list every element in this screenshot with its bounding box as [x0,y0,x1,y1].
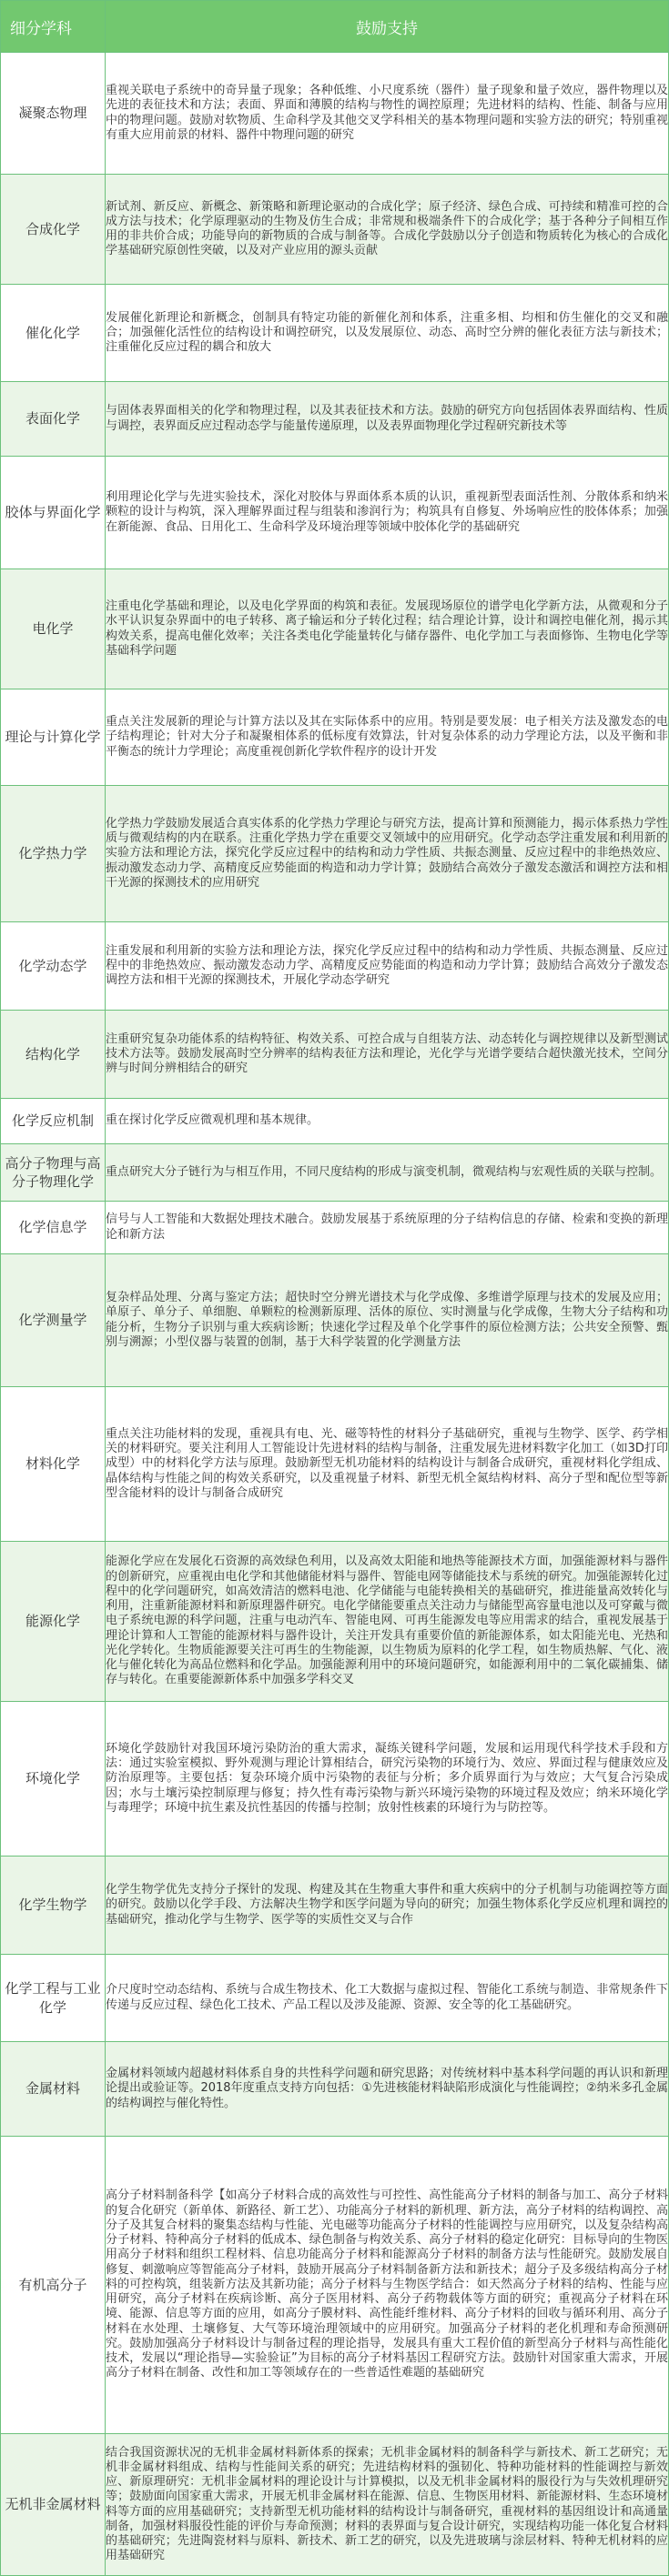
support-cell: 结合我国资源状况的无机非金属材料新体系的探索；无机非金属材料的制备科学与新技术、新工艺研究；无机非金属材料组成、结构与性能间关系的研究；先进结构材料的强韧化、特种功能材料的性能调控与新效应、新原理研究：无机非金属材料的理论设计与计算模拟，以及无机非金属材料的服役行为与失效机理研究等；鼓励面向国家重大需求，开展无机非金属材料在能源、信息、生物医用材料、新能源材料、生态环境材料等方面的应用基础研究；支持新型无机功能材料的结构设计与制备研究，重视材料的基因组设计和高通量制备，加强材料服役性能的评价与寿命预测；材料的表界面与复合设计研究，实现结构功能一体化复合材料的基础研究；先进陶瓷材料与原料、新技术、新工艺的研究，以及先进玻璃与涂层材料、特种无机材料的应用基础研究 [106,2434,669,2576]
table-row [1,457,669,569]
table-row [1,53,669,175]
subject-cell: 化学热力学 [1,786,106,922]
table-row [1,1955,669,2042]
table-row [1,1387,669,1542]
table-row [1,1202,669,1254]
support-cell: 信号与人工智能和大数据处理技术融合。鼓励发展基于系统原理的分子结构信息的存储、检索和变换的新理论和新方法 [106,1202,669,1254]
subject-cell: 合成化学 [1,175,106,285]
table-row [1,2137,669,2434]
subject-cell: 化学动态学 [1,922,106,1011]
header-support: 鼓励支持 [106,1,669,53]
subject-cell: 能源化学 [1,1542,106,1702]
table-row [1,1542,669,1702]
support-cell: 重点关注发展新的理论与计算方法以及其在实际体系中的应用。特别是要发展：电子相关方法及激发态的电子结构理论；针对大分子和凝聚相体系的低标度有效算法，针对复杂体系的动力学理论方法，以及平衡和非平衡态的统计力学理论；高度重视创新化学软件程序的设计开发 [106,689,669,786]
table-row [1,2042,669,2137]
support-cell: 化学生物学优先支持分子探针的发现、构建及其在生物重大事件和重大疾病中的分子机制与功能调控等方面的研究。鼓励以化学手段、方法解决生物学和医学问题为导向的研究；加强生物体系化学反应机理和调控的基础研究，推动化学与生物学、医学等的实质性交叉与合作 [106,1857,669,1955]
subject-cell: 有机高分子 [1,2137,106,2434]
support-cell: 重在探讨化学反应微观机理和基本规律。 [106,1099,669,1144]
table-row [1,1011,669,1099]
table-row [1,1702,669,1857]
header-subject: 细分学科 [1,1,106,53]
table-row [1,569,669,689]
support-cell: 重视关联电子系统中的奇异量子现象；各种低维、小尺度系统（器件）量子现象和量子效应，器件物理以及先进的表征技术和方法；表面、界面和薄膜的结构与物性的调控原理；先进材料的结构、性能、制备与应用中的物理问题。鼓励对软物质、生命科学及其他交叉学科相关的基本物理问题和实验方法的研究；特别重视有重大应用前景的材料、器件中物理问题的研究 [106,53,669,175]
table-header-row [1,1,669,53]
support-cell: 与固体表界面相关的化学和物理过程，以及其表征技术和方法。鼓励的研究方向包括固体表界面结构、性质与调控，表界面反应过程动态学与能量传递原理，以及表界面物理化学过程研究新技术等 [106,382,669,457]
subject-cell: 凝聚态物理 [1,53,106,175]
table-row [1,922,669,1011]
table-row [1,689,669,786]
subject-cell: 催化化学 [1,285,106,382]
support-cell: 新试剂、新反应、新概念、新策略和新理论驱动的合成化学；原子经济、绿色合成、可持续和精准可控的合成方法与技术；化学原理驱动的生物及仿生合成；非常规和极端条件下的合成化学；基于各种分子间相互作用的非共价合成；功能导向的新物质的合成与制备等。合成化学鼓励以分子创造和物质转化为核心的合成化学基础研究原创性突破，以及对产业应用的源头贡献 [106,175,669,285]
subject-cell: 材料化学 [1,1387,106,1542]
table-row [1,2434,669,2576]
table-row [1,175,669,285]
support-cell: 重点研究大分子链行为与相互作用，不同尺度结构的形成与演变机制，微观结构与宏观性质的关联与控制。 [106,1144,669,1202]
table-row [1,382,669,457]
table-row [1,285,669,382]
support-cell: 注重发展和利用新的实验方法和理论方法，探究化学反应过程中的结构和动力学性质、共振态测量、反应过程中的非绝热效应、振动激发态动力学、高精度反应势能面的构造和动力学计算；鼓励结合高效分子激发态调控方法和相干光源的探测技术，开展化学动态学研究 [106,922,669,1011]
support-cell: 注重电化学基础和理论，以及电化学界面的构筑和表征。发展现场原位的谱学电化学新方法，从微观和分子水平认识复杂界面中的电子转移、离子输运和分子转化过程；结合理论计算，设计和调控电催化剂，揭示其构效关系，提高电催化效率；关注各类电化学能量转化与储存器件、电化学加工与表面修饰、生物电化学等基础科学问题 [106,569,669,689]
support-cell: 能源化学应在发展化石资源的高效绿色利用，以及高效太阳能和地热等能源技术方面，加强能源材料与器件的创新研究，应重视由电化学和其他储能材料与器件、智能电网等储能技术与系统的研究。加强能源转化过程中的化学问题研究，如高效清洁的燃料电池、化学储能与电能转换相关的基础研究，推进能量高效转化与利用，注重新能源材料和新原理器件研究。电化学储能要重点关注动力与储能型高容量电池以及可穿戴与微电子系统电源的科学问题，注重与电动汽车、智能电网、可再生能源发电等应用需求的结合，重视发展基于理论计算和人工智能的能源材料与器件设计，关注开发具有重要价值的新能源体系，如太阳能光电、光热和光化学转化。生物质能源要关注可再生的生物能源，以生物质为原料的化学工程，如生物质热解、气化、液化与催化转化为高品位燃料和化学品。加强能源利用中的环境问题研究，如能源利用中的二氧化碳捕集、储存与转化。在重要能源新体系中加强多学科交叉 [106,1542,669,1702]
support-cell: 发展催化新理论和新概念，创制具有特定功能的新催化剂和体系，注重多相、均相和仿生催化的交叉和融合；加强催化活性位的结构设计和调控研究，以及发展原位、动态、高时空分辨的催化表征方法与新技术；注重催化反应过程的耦合和放大 [106,285,669,382]
support-cell: 介尺度时空动态结构、系统与合成生物技术、化工大数据与虚拟过程、智能化工系统与制造、非常规条件下传递与反应过程、绿色化工技术、产品工程以及涉及能源、资源、安全等的化工基础研究。 [106,1955,669,2042]
support-cell: 化学热力学鼓励发展适合真实体系的化学热力学理论与研究方法，提高计算和预测能力，揭示体系热力学性质与微观结构的内在联系。注重化学热力学在重要交叉领域中的应用研究。化学动态学注重发展和利用新的实验方法和理论方法，探究化学反应过程中的结构和动力学性质、共振态测量、反应过程中的非绝热效应、振动激发态动力学、高精度反应势能面的构造和动力学计算；鼓励结合高效分子激发态激活和调控方法和相干光源的探测技术的应用研究 [106,786,669,922]
subject-cell: 化学反应机制 [1,1099,106,1144]
support-cell: 环境化学鼓励针对我国环境污染防治的重大需求，凝练关键科学问题，发展和运用现代科学技术手段和方法：通过实验室模拟、野外观测与理论计算相结合，研究污染物的环境行为、效应、界面过程与健康效应及防治原理等。主要包括：复杂环境介质中污染物的表征与分析；多介质界面行为与效应；大气复合污染成因；水与土壤污染控制原理与修复；持久性有毒污染物与新兴环境污染物的环境过程及效应；纳米环境化学与毒理学；环境中抗生素及抗性基因的传播与控制；放射性核素的环境行为与防控等。 [106,1702,669,1857]
table-row [1,1099,669,1144]
subject-cell: 无机非金属材料 [1,2434,106,2576]
support-cell: 高分子材料制备科学【如高分子材料合成的高效性与可控性、高性能高分子材料的制备与加工、高分子材料的复合化研究（新单体、新路径、新工艺）、功能高分子材料的新机理、新方法，高分子材料的结构调控、高分子及其复合材料的聚集态结构与性能、光电磁等功能高分子材料的性能调控与应用研究，以及复杂结构高分子材料、特种高分子材料的低成本、绿色制备与构效关系、高分子材料的稳定化研究：目标导向的生物医用高分子材料和组织工程材料、信息功能高分子材料和能源高分子材料的制备方法与性能研究。鼓励发展自修复、刺激响应等智能高分子材料，鼓励开展高分子材料制备新方法和新技术；超分子及多级结构高分子材料的可控构筑，组装新方法及其新功能；高分子材料与生物医学结合：如天然高分子材料的结构、性能与应用研究，高分子材料在疾病诊断、高分子医用材料、高分子药物载体等方面的研究；重视高分子材料在环境、能源、信息等方面的应用，如高分子膜材料、高性能纤维材料、高分子材料的回收与循环利用、高分子材料在水处理、土壤修复、大气等环境治理领域中的应用研究。加强高分子材料的老化机理和寿命预测研究。鼓励加强高分子材料设计与制备过程的理论指导，发展具有重大工程价值的新型高分子材料与高性能化技术，发展以“理论指导—实验验证”为目标的高分子材料基因工程研究方法。鼓励针对国家重大需求，开展高分子材料在制备、改性和加工等领域存在的一些普适性难题的基础研究 [106,2137,669,2434]
subject-cell: 电化学 [1,569,106,689]
subject-cell: 化学测量学 [1,1254,106,1387]
subject-cell: 化学生物学 [1,1857,106,1955]
support-cell: 利用理论化学与先进实验技术，深化对胶体与界面体系本质的认识，重视新型表面活性剂、分散体系和纳米颗粒的设计与构筑，深入理解界面过程与组装和渗润行为；构筑具有自修复、外场响应性的胶体体系；加强在新能源、食品、日用化工、生命科学及环境治理等领域中胶体化学的基础研究 [106,457,669,569]
support-cell: 注重研究复杂功能体系的结构特征、构效关系、可控合成与自组装方法、动态转化与调控规律以及新型测试技术方法等。鼓励发展高时空分辨率的结构表征方法和理论，光化学与光谱学要结合超快激光技术，空间分辨与时间分辨相结合的研究 [106,1011,669,1099]
subject-cell: 表面化学 [1,382,106,457]
subject-cell: 化学信息学 [1,1202,106,1254]
subject-cell: 化学工程与工业化学 [1,1955,106,2042]
subject-cell: 金属材料 [1,2042,106,2137]
table-row [1,1254,669,1387]
subject-cell: 结构化学 [1,1011,106,1099]
subject-cell: 环境化学 [1,1702,106,1857]
support-cell: 金属材料领域内超越材料体系自身的共性科学问题和研究思路；对传统材料中基本科学问题的再认识和新理论提出或验证等。2018年度重点支持方向包括：①先进核能材料缺陷形成演化与性能调控；②纳米多孔金属的结构调控与催化特性。 [106,2042,669,2137]
support-cell: 复杂样品处理、分离与鉴定方法；超快时空分辨光谱技术与化学成像、多维谱学原理与技术的发展及应用；单原子、单分子、单细胞、单颗粒的检测新原理、活体的原位、实时测量与化学成像，生物大分子结构和功能分析，生物分子识别与重大疾病诊断；快速化学过程及单个化学事件的原位检测方法；公共安全预警、甄别与溯源；小型仪器与装置的创制，基于大科学装置的化学测量方法 [106,1254,669,1387]
subject-cell: 高分子物理与高分子物理化学 [1,1144,106,1202]
table-row [1,1144,669,1202]
table-row [1,786,669,922]
support-cell: 重点关注功能材料的发现，重视具有电、光、磁等特性的材料分子基础研究，重视与生物学、医学、药学相关的材料研究。要关注利用人工智能设计先进材料的结构与制备，注重发展先进材料数字化加工（如3D打印成型）中的材料化学方法与原理。鼓励新型无机功能材料的结构设计与制备合成研究，重视材料化学组成、晶体结构与性能之间的构效关系研究，以及重视量子材料、新型无机全氮结构材料、高分子型和配位型等新型含能材料的设计与制备合成研究 [106,1387,669,1542]
subject-cell: 理论与计算化学 [1,689,106,786]
subject-cell: 胶体与界面化学 [1,457,106,569]
table-row [1,1857,669,1955]
